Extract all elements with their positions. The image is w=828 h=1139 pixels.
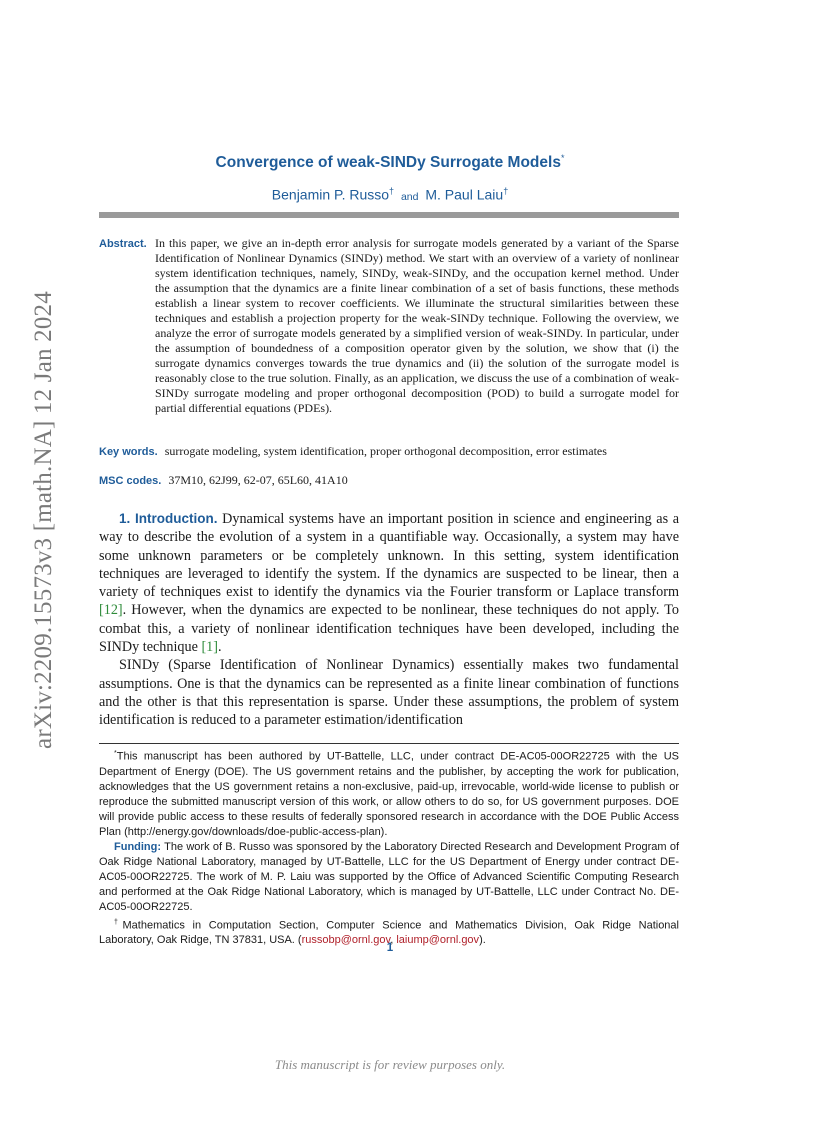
author-laiu-mark: †	[503, 186, 509, 196]
email-separator: ,	[390, 934, 397, 947]
funding-label: Funding:	[114, 840, 162, 853]
title-rule	[99, 212, 679, 218]
keywords-line	[99, 444, 679, 460]
email-laiu-link[interactable]: laiump@ornl.gov	[396, 934, 480, 947]
intro-p1-part-a: Dynamical systems have an important position in science and engineering as a way to describe the evolution of a system in a quantifiable way. Occasionally, a system may have some unknown parameters or be completely unknown. In this setting, system identification techniques are leveraged to identify the system. If the dynamics are suspected to be linear, then a variety of techniques exist to identify the dynamics via the Fourier transform or Laplace transform	[99, 511, 679, 601]
author-laiu: M. Paul Laiu	[425, 186, 504, 203]
msc-line	[99, 473, 679, 489]
footnote-mark-star: *	[114, 750, 117, 757]
citation-1[interactable]: [1]	[201, 639, 218, 656]
msc-label: MSC codes.	[99, 475, 162, 487]
intro-paragraph-2: SINDy (Sparse Identification of Nonlinear Dynamics) essentially makes two fundamental assumptions. One is that the dynamics can be represented as a finite linear combination of functions and the other is that this representation is sparse. Under these assumptions, the problem of system identification is reduced to a parameter estimation/identification	[99, 657, 679, 729]
author-conjunction: and	[400, 190, 419, 203]
abstract-text: In this paper, we give an in-depth error analysis for surrogate models generated by a variant of the Sparse Identification of Nonlinear Dynamics (SINDy) method. We start with an overview of a variety of nonlinear system identification techniques, namely, SINDy, weak-SINDy, and the occupation kernel method. Under the assumption that the dynamics are a finite linear combination of a set of basis functions, these methods establish a linear system to recover coefficients. We illuminate the structural similarities between these techniques and establish a projection property for the weak-SINDy technique. Following the overview, we analyze the error of surrogate models generated by a simplified version of weak-SINDy. In particular, under the assumption of boundedness of a composition operator given by the solution, we show that (i) the surrogate dynamics converges towards the true dynamics and (ii) the solution of the surrogate model is reasonably close to the true solution. Finally, as an application, we discuss the use of a combination of weak-SINDy surrogate modeling and proper orthogonal decomposition (POD) to build a surrogate model for partial differential equations (PDEs).	[155, 236, 679, 415]
citation-12[interactable]: [12]	[99, 602, 123, 619]
title-text: Convergence of weak-SINDy Surrogate Models	[215, 154, 561, 172]
footnote-manuscript-text: This manuscript has been authored by UT-Battelle, LLC, under contract DE-AC05-00OR22725 with the US Department of Energy (DOE). The US government retains and the publisher, by accepting the work for publication, acknowledges that the US government retains a non-exclusive, paid-up, irrevocable, world-wide license to publish or reproduce the submitted manuscript version of this work, or allow others to do so, for US government purposes. DOE will provide public access to these results of federally sponsored research in accordance with the DOE Public Access Plan (http://energy.gov/downloads/doe-public-access-plan).	[99, 750, 679, 838]
page-number: 1	[386, 942, 394, 954]
affiliation-text: Mathematics in Computation Section, Computer Science and Mathematics Division, Oak Ridge National Laboratory, Oak Ridge, TN 37831, USA. (	[99, 919, 679, 947]
review-footer: This manuscript is for review purposes only.	[274, 1057, 506, 1072]
keywords-text: surrogate modeling, system identification, proper orthogonal decomposition, error estimates	[164, 444, 607, 458]
msc-text: 37M10, 62J99, 62-07, 65L60, 41A10	[168, 473, 348, 487]
section-heading: 1. Introduction.	[119, 511, 218, 526]
abstract-block	[99, 236, 679, 415]
author-russo: Benjamin P. Russo	[271, 186, 390, 203]
footnotes-block	[99, 746, 679, 948]
paper-title	[0, 153, 780, 172]
email-russo-link[interactable]: russobp@ornl.gov	[301, 934, 391, 947]
footnote-rule	[99, 743, 679, 744]
affiliation-end: ).	[479, 934, 486, 947]
keywords-label: Key words.	[99, 446, 158, 458]
arxiv-id: arXiv:2209.15573v3 [math.NA] 12 Jan 2024	[30, 291, 57, 749]
author-russo-mark: †	[389, 186, 395, 196]
funding-text: The work of B. Russo was sponsored by the Laboratory Directed Research and Development Program of Oak Ridge National Laboratory, managed by UT-Battelle, LLC for the US Department of Energy under contract DE-AC05-00OR22725. The work of M. P. Laiu was supported by the Office of Advanced Scientific Computing Research and performed at the Oak Ridge National Laboratory, which is managed by UT-Battelle, LLC under Contract No. DE-AC05-00OR22725.	[99, 840, 679, 913]
title-footnote-mark: *	[560, 153, 565, 163]
intro-p1-part-c: .	[218, 639, 222, 656]
intro-paragraph-1	[99, 510, 679, 656]
author-line	[0, 186, 780, 203]
intro-p1-part-b: . However, when the dynamics are expected to be nonlinear, these techniques do not apply. To combat this, a variety of nonlinear identification techniques have been developed, including the SINDy technique	[99, 602, 679, 656]
abstract-label: Abstract.	[99, 238, 147, 250]
footnote-mark-dagger: †	[114, 918, 123, 926]
introduction-section	[99, 510, 679, 730]
footnote-manuscript	[99, 746, 679, 840]
footnote-funding	[99, 840, 679, 915]
arxiv-sidebar-stamp	[26, 170, 62, 870]
